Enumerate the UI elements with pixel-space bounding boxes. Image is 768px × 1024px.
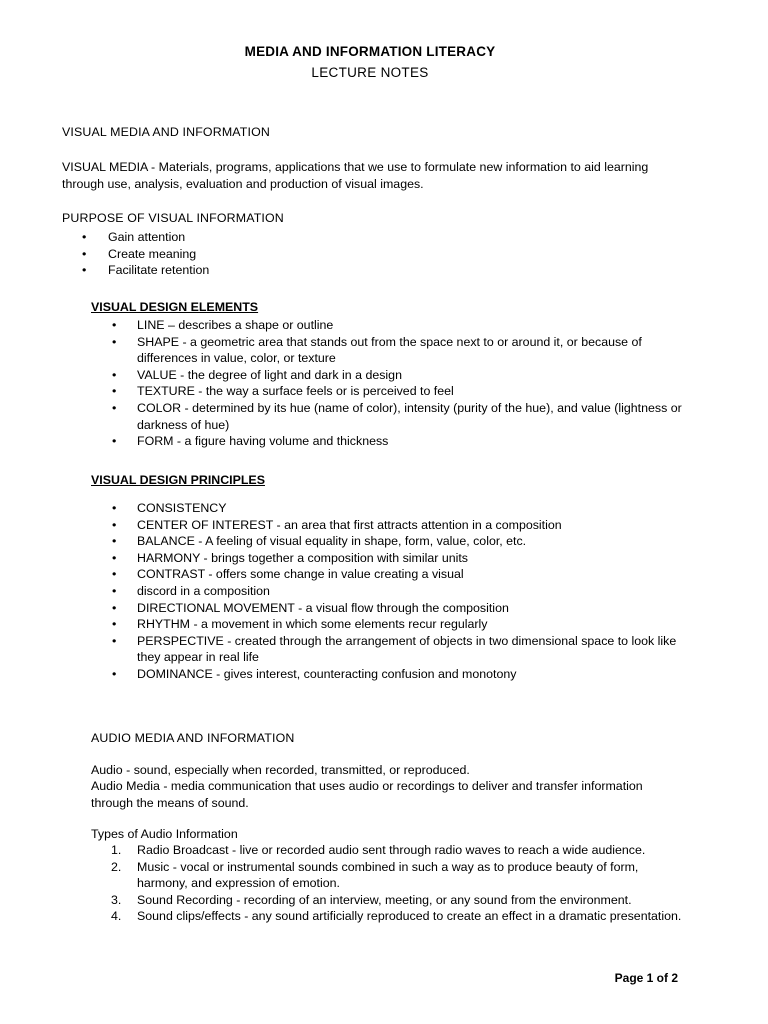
list-item: • CONSISTENCY (91, 500, 683, 517)
list-item: • CONTRAST - offers some change in value creating a visual (91, 566, 683, 583)
list-item: • Create meaning (62, 246, 682, 263)
design-principles-heading: VISUAL DESIGN PRINCIPLES (91, 473, 265, 487)
list-item (91, 859, 683, 892)
list-item: • DIRECTIONAL MOVEMENT - a visual flow through the composition (91, 600, 683, 617)
page-number: Page 1 of 2 (614, 971, 678, 985)
list-item: • PERSPECTIVE - created through the arrangement of objects in two dimensional space to look like they appear in real life (91, 633, 683, 666)
audio-types-list (91, 842, 683, 925)
audio-media-heading: AUDIO MEDIA AND INFORMATION (91, 731, 295, 745)
list-item: • Gain attention (62, 229, 682, 246)
list-item-text: Sound Recording - recording of an interview, meeting, or any sound from the environment. (137, 892, 632, 907)
audio-definition: Audio - sound, especially when recorded, transmitted, or reproduced. (91, 763, 470, 777)
visual-media-heading: VISUAL MEDIA AND INFORMATION (62, 125, 270, 139)
list-item: • COLOR - determined by its hue (name of color), intensity (purity of the hue), and value (lightness or darkness of hue) (91, 400, 683, 433)
list-item (91, 908, 683, 925)
design-elements-heading: VISUAL DESIGN ELEMENTS (91, 300, 259, 314)
list-item: • HARMONY - brings together a composition with similar units (91, 550, 683, 567)
list-item: • Facilitate retention (62, 262, 682, 279)
list-number: 4. (111, 909, 122, 924)
list-item: • RHYTHM - a movement in which some elements recur regularly (91, 616, 683, 633)
list-item: • CENTER OF INTEREST - an area that first attracts attention in a composition (91, 517, 683, 534)
document-title: MEDIA AND INFORMATION LITERACY (244, 44, 496, 59)
list-number: 3. (111, 892, 122, 907)
audio-types-heading: Types of Audio Information (91, 827, 238, 841)
list-number: 2. (111, 859, 122, 874)
design-elements-list (91, 317, 683, 450)
list-item: • FORM - a figure having volume and thickness (91, 433, 683, 450)
purpose-heading: PURPOSE OF VISUAL INFORMATION (62, 211, 284, 225)
list-item: • DOMINANCE - gives interest, counteracting confusion and monotony (91, 666, 683, 683)
list-item: • TEXTURE - the way a surface feels or is perceived to feel (91, 383, 683, 400)
design-principles-list (91, 500, 683, 683)
list-item: • BALANCE - A feeling of visual equality in shape, form, value, color, etc. (91, 533, 683, 550)
list-item: • LINE – describes a shape or outline (91, 317, 683, 334)
visual-media-definition: VISUAL MEDIA - Materials, programs, applications that we use to formulate new information to aid learning through use, analysis, evaluation and production of visual images. (62, 160, 649, 191)
list-item-text: Sound clips/effects - any sound artificially reproduced to create an effect in a dramatic presentation. (137, 909, 682, 924)
purpose-list (62, 229, 682, 279)
list-item-text: Music - vocal or instrumental sounds combined in such a way as to produce beauty of form, harmony, and expression of emotion. (137, 859, 639, 891)
list-item-text: Radio Broadcast - live or recorded audio sent through radio waves to reach a wide audience. (137, 843, 646, 857)
list-item: • SHAPE - a geometric area that stands out from the space next to or around it, or because of differences in value, color, or texture (91, 334, 683, 367)
list-item: • VALUE - the degree of light and dark in a design (91, 367, 683, 384)
audio-media-definition: Audio Media - media communication that uses audio or recordings to deliver and transfer information through the means of sound. (91, 779, 643, 810)
list-item (91, 892, 683, 909)
list-item (91, 842, 683, 859)
list-item: • discord in a composition (91, 583, 683, 600)
list-number: 1. (111, 843, 122, 857)
document-subtitle: LECTURE NOTES (311, 65, 429, 80)
